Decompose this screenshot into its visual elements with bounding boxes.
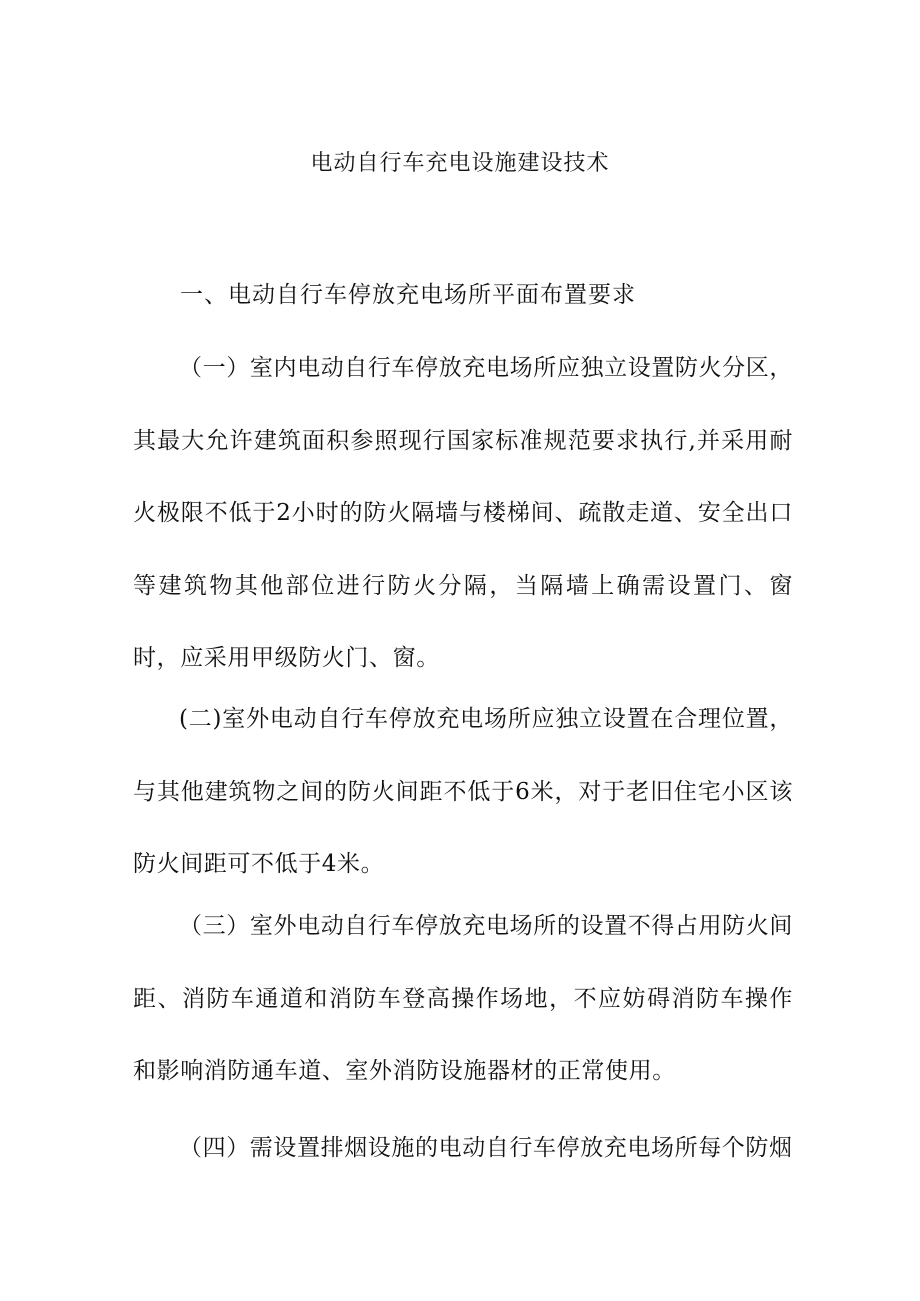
paragraph-4: （四）需设置排烟设施的电动自行车停放充电场所每个防烟: [179, 1135, 793, 1161]
document-title: 电动自行车充电设施建设技术: [310, 151, 610, 176]
section-heading: 一、电动自行车停放充电场所平面布置要求: [180, 282, 636, 308]
paragraph-2: (二)室外电动自行车停放充电场所应独立设置在合理位置，与其他建筑物之间的防火间距不低于6米，对于老旧住宅小区该防火间距可不低于4米。: [133, 706, 793, 877]
paragraph-1: （一）室内电动自行车停放充电场所应独立设置防火分区，其最大允许建筑面积参照现行国家标准规范要求执行,并采用耐火极限不低于2小时的防火隔墙与楼梯间、疏散走道、安全出口等建筑物其他部位进行防火分隔，当隔墙上确需设置门、窗时，应采用甲级防火门、窗。: [133, 355, 793, 671]
paragraph-3: （三）室外电动自行车停放充电场所的设置不得占用防火间距、消防车通道和消防车登高操作场地，不应妨碍消防车操作和影响消防通车道、室外消防设施器材的正常使用。: [133, 913, 793, 1084]
